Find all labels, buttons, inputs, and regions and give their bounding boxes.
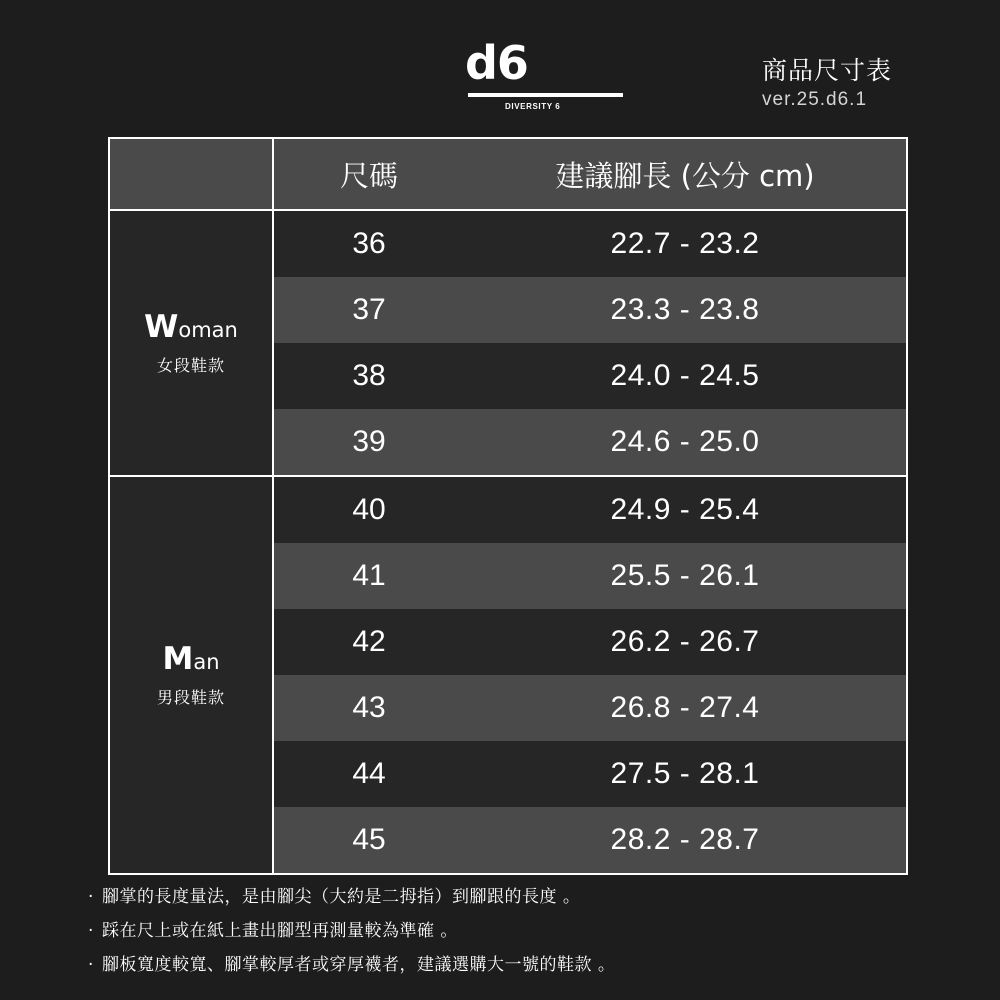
logo-underline <box>468 93 623 97</box>
cell-length: 26.8 - 27.4 <box>610 691 760 724</box>
cell-size: 44 <box>352 757 386 790</box>
note-text: 腳掌的長度量法，是由腳尖（大約是二拇指）到腳跟的長度 。 <box>102 887 581 907</box>
table-row <box>274 675 906 741</box>
table-rows-woman <box>274 211 906 475</box>
cell-size: 37 <box>352 293 386 326</box>
version-label: ver.25.d6.1 <box>762 89 868 110</box>
cell-size: 36 <box>352 227 386 260</box>
category-cell-woman <box>110 211 274 475</box>
category-label-en-man <box>162 641 220 677</box>
table-header-size: 尺碼 <box>339 158 398 193</box>
table-section-woman <box>110 211 906 475</box>
cell-size: 41 <box>352 559 386 592</box>
table-section-man <box>110 475 906 873</box>
note-item <box>88 914 948 948</box>
size-table <box>108 137 908 875</box>
cell-length: 24.0 - 24.5 <box>610 359 760 392</box>
cell-size: 45 <box>352 823 386 856</box>
page-title: 商品尺寸表 <box>762 56 893 85</box>
header <box>0 0 1000 128</box>
category-rest-woman: oman <box>178 318 238 342</box>
table-row <box>274 741 906 807</box>
table-row <box>274 211 906 277</box>
category-initial-woman: W <box>144 309 179 345</box>
table-rows-man <box>274 477 906 873</box>
cell-length: 26.2 - 26.7 <box>610 625 760 658</box>
table-row <box>274 409 906 475</box>
table-row <box>274 807 906 873</box>
notes-list <box>88 880 948 982</box>
category-label-zh-woman: 女段鞋款 <box>156 356 225 375</box>
cell-size: 43 <box>352 691 386 724</box>
table-header-category-cell <box>110 139 274 209</box>
cell-length: 28.2 - 28.7 <box>610 823 760 856</box>
logo-text: d6 <box>465 36 528 90</box>
cell-size: 40 <box>352 493 386 526</box>
note-item <box>88 948 948 982</box>
category-label-zh-man: 男段鞋款 <box>156 688 225 707</box>
cell-length: 22.7 - 23.2 <box>610 227 760 260</box>
category-initial-man: M <box>162 641 194 677</box>
document-title-block <box>762 56 892 111</box>
table-row <box>274 343 906 409</box>
cell-size: 42 <box>352 625 386 658</box>
cell-length: 27.5 - 28.1 <box>610 757 760 790</box>
cell-size: 39 <box>352 425 386 458</box>
table-header-length: 建議腳長 (公分 cm) <box>555 158 815 193</box>
cell-length: 23.3 - 23.8 <box>610 293 760 326</box>
bullet-icon: · <box>88 955 94 975</box>
cell-size: 38 <box>352 359 386 392</box>
table-row <box>274 609 906 675</box>
table-row <box>274 543 906 609</box>
bullet-icon: · <box>88 921 94 941</box>
cell-length: 25.5 - 26.1 <box>610 559 760 592</box>
note-text: 腳板寬度較寬、腳掌較厚者或穿厚襪者，建議選購大一號的鞋款 。 <box>102 955 616 975</box>
brand-logo <box>465 36 625 111</box>
logo-subtitle: DIVERSITY 6 <box>505 102 561 111</box>
note-item <box>88 880 948 914</box>
table-row <box>274 477 906 543</box>
category-rest-man: an <box>193 650 220 674</box>
cell-length: 24.9 - 25.4 <box>610 493 760 526</box>
category-cell-man <box>110 477 274 873</box>
category-label-en-woman <box>144 309 238 345</box>
bullet-icon: · <box>88 887 94 907</box>
table-row <box>274 277 906 343</box>
note-text: 踩在尺上或在紙上畫出腳型再測量較為準確 。 <box>102 921 458 941</box>
cell-length: 24.6 - 25.0 <box>610 425 760 458</box>
table-header-row <box>110 139 906 211</box>
